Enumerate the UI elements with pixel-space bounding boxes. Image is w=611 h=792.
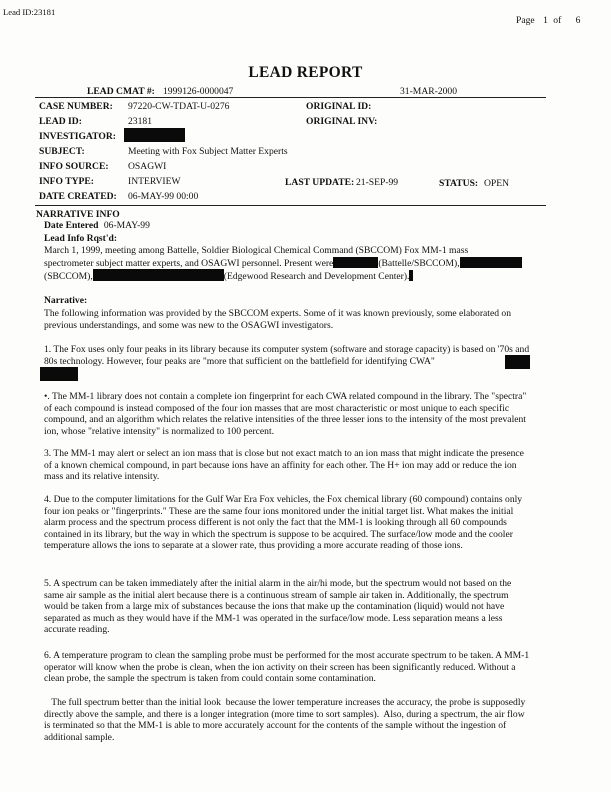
narrative-paragraph-2: •. The MM-1 library does not contain a complete ion fingerprint for each CWA related compound in the library. The "spectra" of each compound is instead composed of the four ion masses that are most characteristic or most unique to each specific compound, and an algorithm which relates the relative intensities of the three lesser ions to the intensity of the most prevalent ion, whose "relative intensity" is normalized to 100 percent. [44, 391, 527, 437]
original-inv-label: ORIGINAL INV: [306, 116, 378, 127]
page-total: 6 [575, 15, 581, 26]
redaction-source [40, 367, 78, 381]
narrative-paragraph-1: 1. The Fox uses only four peaks in its library because its computer system (software and storage capacity) is based on '70s and 80s technology. However, four peaks are "more that sufficient on the battlefield for identifying CWA" [44, 344, 530, 367]
subject-value: Meeting with Fox Subject Matter Experts [128, 146, 288, 157]
report-title: LEAD REPORT [248, 64, 363, 81]
redaction-name-3 [93, 269, 224, 281]
narrative-paragraph-5: 5. A spectrum can be taken immediately after the initial alarm in the air/hi mode, but the spectrum would not based on the same air sample as the initial alert because there is a continuous stream of sample air taken in. Additionally, the spectrum would be taken from a large mix of substances because the ions that make up the contamination (liquid) would not have separated as much as they would have if the MM-1 was operated in the surface/low mode. Less separation means a less accurate reading. [44, 578, 512, 636]
redaction-name-2 [460, 257, 522, 268]
header-rule [35, 97, 546, 98]
lead-info-line-3a: (SBCCOM), [44, 271, 93, 282]
investigator-label: INVESTIGATOR: [39, 131, 116, 142]
narrative-intro: The following information was provided by the SBCCOM experts. Some of it was known previously, some elaborated on previous understandings, and some was new to the OSAGWI investigators. [44, 308, 512, 331]
fields-rule [35, 205, 546, 206]
date-created-label: DATE CREATED: [39, 191, 117, 202]
narrative-heading: Narrative: [44, 295, 88, 306]
date-entered-value: 06-MAY-99 [103, 220, 150, 231]
date-entered-label: Date Entered [44, 220, 99, 231]
cmat-label: LEAD CMAT #: [87, 86, 155, 97]
case-number-value: 97220-CW-TDAT-U-0276 [128, 101, 230, 112]
page-indicator [516, 15, 580, 27]
redaction-name-1 [333, 257, 378, 268]
lead-info-line-2a: spectrometer subject matter experts, and OSAGWI personnel. Present were [44, 258, 334, 269]
status-label: STATUS: [439, 178, 479, 189]
lead-id-header: Lead ID:23181 [3, 7, 56, 17]
narrative-paragraph-6: 6. A temperature program to clean the sampling probe must be performed for the most accurate spectrum to be taken. A MM-1 operator will know when the probe is clean, when the ion activity on their screen has been significantly reduced. Without a clean probe, the sample the spectrum is taken from could contain some contamination. [44, 650, 530, 685]
narrative-paragraph-7: The full spectrum better than the initial look because the lower temperature increases the accuracy, the probe is supposedly directly above the sample, and there is a longer integration (more time to sort samples). Also, during a spectrum, the air flow is terminated so that the MM-1 is able to more accurately account for the contents of the sample without the ingestion of additional sample. [44, 697, 528, 743]
of-word: of [553, 15, 562, 26]
date-created-value: 06-MAY-99 00:00 [128, 191, 199, 202]
lead-info-line-3b: (Edgewood Research and Development Center). [223, 271, 410, 282]
date-entered [44, 220, 150, 232]
lead-info-line-2 [44, 257, 522, 270]
lead-info-line-3 [44, 269, 413, 283]
lead-id-label: LEAD ID: [39, 116, 82, 127]
lead-info-line-1: March 1, 1999, meeting among Battelle, Soldier Biological Chemical Command (SBCCOM) Fox MM-1 mass [44, 245, 469, 256]
subject-label: SUBJECT: [39, 146, 85, 157]
lead-id-value: 23181 [128, 116, 152, 127]
lead-info-label: Lead Info Rqst'd: [44, 233, 118, 244]
report-date: 31-MAR-2000 [400, 86, 458, 97]
info-source-value: OSAGWI [128, 161, 167, 172]
last-update-value: 21-SEP-99 [356, 177, 399, 188]
page-number: 1 [543, 15, 548, 26]
case-number-label: CASE NUMBER: [39, 101, 113, 112]
narrative-info-heading: NARRATIVE INFO [36, 209, 120, 220]
page-word: Page [516, 15, 535, 26]
lead-info-line-2b: (Battelle/SBCCOM), [378, 258, 460, 269]
original-id-label: ORIGINAL ID: [306, 101, 372, 112]
investigator-redaction [124, 128, 185, 142]
redaction-end-1 [505, 355, 530, 369]
info-source-label: INFO SOURCE: [39, 161, 109, 172]
redaction-trail [409, 270, 413, 281]
info-type-label: INFO TYPE: [39, 176, 94, 187]
status-value: OPEN [484, 178, 510, 189]
info-type-value: INTERVIEW [128, 176, 181, 187]
narrative-paragraph-3: 3. The MM-1 may alert or select an ion mass that is close but not exact match to an ion mass that might indicate the presence of a known chemical compound, in part because ions have an affinity for each other. The H+ ion may add or reduce the ion mass and its relative intensity. [44, 448, 524, 483]
cmat-value: 1999126-0000047 [163, 86, 234, 97]
narrative-paragraph-4: 4. Due to the computer limitations for the Gulf War Era Fox vehicles, the Fox chemical library (60 compound) contains only four ion peaks or "fingerprints." These are the same four ions monitored under the initial target list. What makes the initial alarm process and the spectrum process different is not only the fact that the MM-1 is looking through all 60 compounds contained in its library, but the way in which the spectrum is suppose to be acquired. The surface/low mode and the cooler temperature allows the ions to separate at a slower rate, thus providing a more accurate reading of those ions. [44, 494, 523, 552]
last-update-label: LAST UPDATE: [285, 177, 355, 188]
